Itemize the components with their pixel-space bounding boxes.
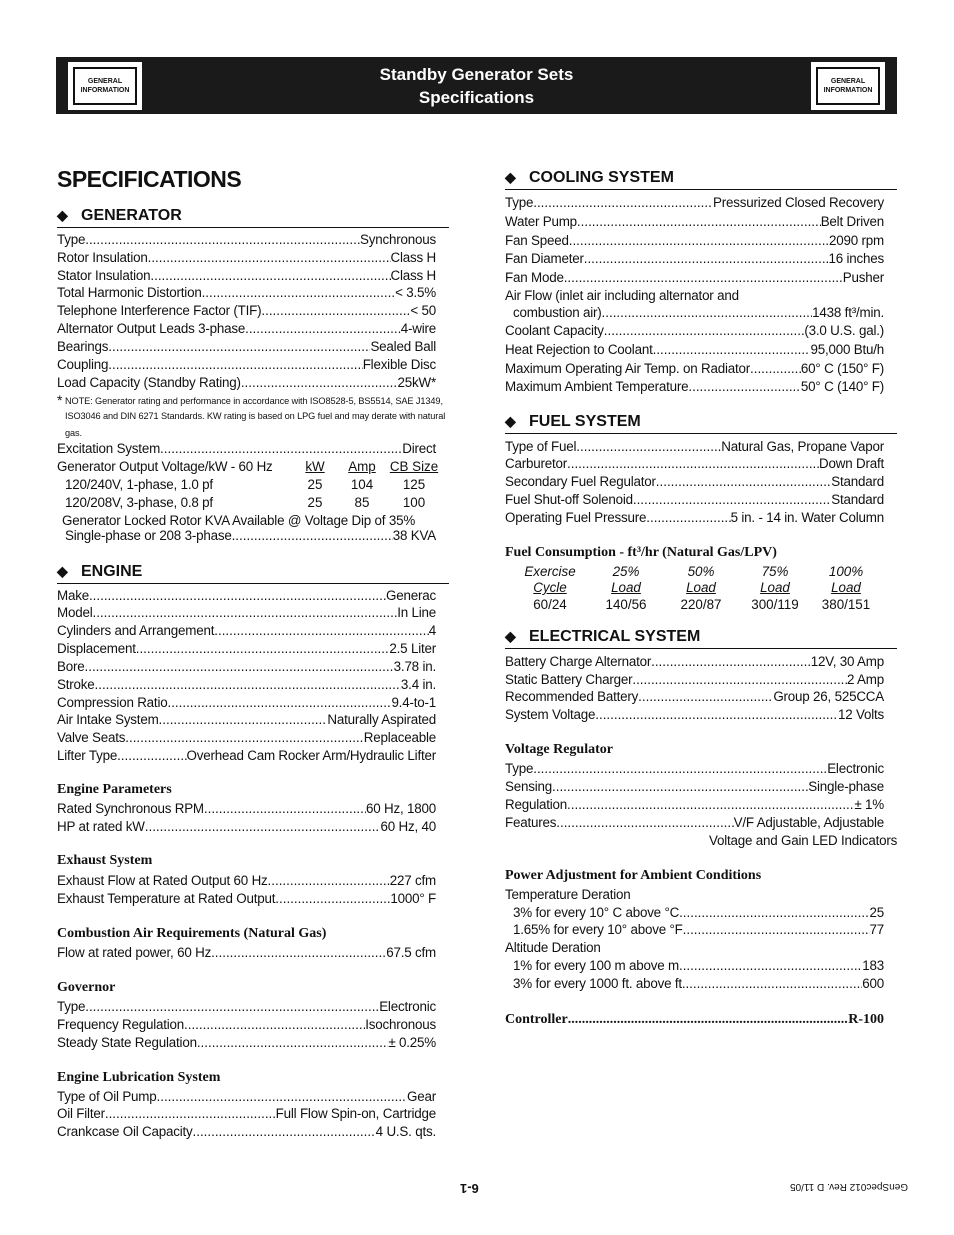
spec-row: Carburetor ..... Down Draft [505,455,884,473]
spec-row: Type ..... Electronic [57,998,436,1016]
spec-row: Type ..... Electronic [505,760,884,778]
fuel-col-top: Exercise [524,564,576,579]
note-asterisk: * [57,392,63,408]
subheading-lubrication: Engine Lubrication System [57,1070,221,1085]
header-title-line1: Standby Generator Sets [379,65,574,84]
output-row-label: 120/240V, 1-phase, 1.0 pf [65,477,213,492]
output-table-label: Generator Output Voltage/kW - 60 Hz [57,459,273,474]
spec-row: Compression Ratio ..... 9.4-to-1 [57,694,436,712]
spec-row: 3% for every 1000 ft. above ft. ..... 600 [513,975,884,993]
spec-row: Stator Insulation ..... Class H [57,267,436,285]
spec-row: Frequency Regulation ..... Isochronous [57,1016,436,1034]
subheading-engine-parameters: Engine Parameters [57,782,172,797]
spec-row: Features ..... V/F Adjustable, Adjustable [505,814,884,832]
spec-row: Air Intake System ..... Naturally Aspirated [57,711,436,729]
section-heading-cooling: ◆ COOLING SYSTEM [505,167,897,190]
spec-row: Steady State Regulation ..... ± 0.25% [57,1034,436,1052]
spec-row: Maximum Ambient Temperature ..... 50° C (140° F) [505,378,884,396]
note-line: ISO3046 and DIN 6271 Standards. KW rating is based on LPG fuel and may derate with natural [65,411,446,421]
spec-row: Fuel Shut-off Solenoid ..... Standard [505,491,884,509]
output-row-kw: 25 [307,495,323,510]
fuel-col-value: 300/119 [751,597,799,612]
diamond-bullet-icon: ◆ [57,563,68,579]
spec-row: Coupling ..... Flexible Disc [57,356,436,374]
header-title-line2: Specifications [418,88,535,107]
spec-row: Recommended Battery ..... Group 26, 525CCA [505,688,884,706]
fuel-col-value: 60/24 [533,597,567,612]
output-col-amp: Amp [348,459,376,474]
section-heading-electrical: ◆ ELECTRICAL SYSTEM [505,626,897,649]
spec-row: Lifter Type ..... Overhead Cam Rocker Arm/Hydraulic Lifter [57,747,436,765]
spec-row: Telephone Interference Factor (TIF) ..... < 50 [57,302,436,320]
spec-row: Alternator Output Leads 3-phase ..... 4-wire [57,320,436,338]
spec-row: System Voltage ..... 12 Volts [505,706,884,724]
spec-row: combustion air) ..... 1438 ft³/min. [513,304,884,322]
spec-row: Stroke ..... 3.4 in. [57,676,436,694]
badge-line1: GENERAL [830,78,866,85]
spec-row: Model ..... In Line [57,604,436,622]
spec-row: Maximum Operating Air Temp. on Radiator ..... 60° C (150° F) [505,360,884,378]
fuel-col-value: 220/87 [680,597,722,612]
output-row-amp: 85 [354,495,370,510]
fuel-col-bottom: Load [686,580,716,595]
spec-row: Displacement ..... 2.5 Liter [57,640,436,658]
document-code: GenSpec012 Rev. D 11/05 [790,1181,909,1192]
diamond-bullet-icon: ◆ [57,207,68,223]
spec-row: Type of Oil Pump ..... Gear [57,1088,436,1106]
air-flow-line: Air Flow (inlet air including alternator and [505,288,739,303]
fuel-col-bottom: Cycle [533,580,567,595]
spec-row: Exhaust Temperature at Rated Output ..... 1000° F [57,890,436,908]
output-col-cb: CB Size [389,459,439,474]
spec-row: Type ..... Synchronous [57,231,436,249]
spec-row: Water Pump ..... Belt Driven [505,213,884,231]
fuel-col-value: 380/151 [821,597,871,612]
spec-row: Single-phase or 208 3-phase ..... 38 KVA [65,527,436,545]
header-bar [56,57,897,114]
general-information-badge-right [811,62,885,110]
output-row-cb: 100 [402,495,426,510]
spec-row: Rotor Insulation ..... Class H [57,249,436,267]
spec-row: Cylinders and Arrangement ..... 4 [57,622,436,640]
spec-row: Fan Mode ..... Pusher [505,269,884,287]
fuel-col-top: 50% [687,564,715,579]
section-heading-generator: ◆ GENERATOR [57,205,449,228]
spec-row: Regulation ..... ± 1% [505,796,884,814]
page-title: SPECIFICATIONS [57,166,242,192]
spec-row: 3% for every 10° C above °C ..... 25 [513,904,884,922]
spec-row: Fan Diameter ..... 16 inches [505,250,884,268]
spec-row: Oil Filter ..... Full Flow Spin-on, Cartridge [57,1105,436,1123]
features-line2: Voltage and Gain LED Indicators [709,833,898,848]
diamond-bullet-icon: ◆ [505,169,516,185]
subheading-power-adjustment: Power Adjustment for Ambient Conditions [505,868,762,883]
diamond-bullet-icon: ◆ [505,628,516,644]
fuel-col-value: 140/56 [605,597,647,612]
output-row-label: 120/208V, 3-phase, 0.8 pf [65,495,213,510]
spec-row: Type of Fuel ..... Natural Gas, Propane Vapor [505,438,884,456]
subheading-fuel-consumption: Fuel Consumption - ft³/hr (Natural Gas/LPV) [505,545,777,560]
output-row-cb: 125 [402,477,426,492]
section-heading-fuel: ◆ FUEL SYSTEM [505,411,897,434]
fuel-col-bottom: Load [760,580,790,595]
fuel-col-bottom: Load [611,580,641,595]
spec-row: Coolant Capacity ..... (3.0 U.S. gal.) [505,322,884,340]
spec-row: Secondary Fuel Regulator ..... Standard [505,473,884,491]
badge-line2: INFORMATION [823,87,873,94]
spec-row: Exhaust Flow at Rated Output 60 Hz ..... 227 cfm [57,872,436,890]
spec-row: Heat Rejection to Coolant ..... 95,000 Btu/h [505,341,884,359]
spec-row: Rated Synchronous RPM ..... 60 Hz, 1800 [57,800,436,818]
badge-line2: INFORMATION [80,87,130,94]
diamond-bullet-icon: ◆ [505,413,516,429]
output-row-kw: 25 [307,477,323,492]
fuel-col-bottom: Load [831,580,861,595]
spec-row: 1.65% for every 10° above °F ..... 77 [513,921,884,939]
spec-row: Crankcase Oil Capacity ..... 4 U.S. qts. [57,1123,436,1141]
section-heading-engine: ◆ ENGINE [57,561,449,584]
fuel-col-top: 25% [612,564,640,579]
temperature-deration-label: Temperature Deration [505,887,631,902]
controller-label: Controller [505,1012,568,1027]
altitude-deration-label: Altitude Deration [505,940,601,955]
fuel-col-top: 100% [828,564,864,579]
controller-value: R-100 [848,1012,884,1027]
spec-row: Bearings ..... Sealed Ball [57,338,436,356]
subheading-governor: Governor [57,980,116,995]
page-number: 6-1 [460,1181,479,1196]
spec-row: HP at rated kW ..... 60 Hz, 40 [57,818,436,836]
note-line: gas. [65,428,82,438]
spec-row: Static Battery Charger ..... 2 Amp [505,671,884,689]
spec-row: Load Capacity (Standby Rating) ..... 25kW* [57,374,436,392]
subheading-exhaust-system: Exhaust System [57,853,153,868]
fuel-col-top: 75% [761,564,789,579]
spec-row: Battery Charge Alternator ..... 12V, 30 Amp [505,653,884,671]
subheading-voltage-regulator: Voltage Regulator [505,742,613,757]
spec-row: Fan Speed ..... 2090 rpm [505,232,884,250]
header-title [56,63,897,109]
spec-row: Valve Seats ..... Replaceable [57,729,436,747]
subheading-combustion-air: Combustion Air Requirements (Natural Gas) [57,926,327,941]
controller-row [505,1011,884,1029]
output-row-amp: 104 [350,477,374,492]
spec-row: Operating Fuel Pressure ..... 5 in. - 14 in. Water Column [505,509,884,527]
spec-row: Total Harmonic Distortion ..... < 3.5% [57,284,436,302]
output-col-kw: kW [305,459,325,474]
spec-row: Make ..... Generac [57,587,436,605]
spec-row: 1% for every 100 m above m ..... 183 [513,957,884,975]
locked-rotor-line: Generator Locked Rotor KVA Available @ Voltage Dip of 35% [62,513,416,528]
spec-row: Excitation System ..... Direct [57,440,436,458]
spec-row: Flow at rated power, 60 Hz ..... 67.5 cfm [57,944,436,962]
spec-row: Type ..... Pressurized Closed Recovery [505,194,884,212]
spec-row: Bore ..... 3.78 in. [57,658,436,676]
note-line: NOTE: Generator rating and performance in accordance with ISO8528-5, BS5514, SAE J1349, [65,396,443,406]
spec-row: Sensing ..... Single-phase [505,778,884,796]
badge-line1: GENERAL [87,78,123,85]
